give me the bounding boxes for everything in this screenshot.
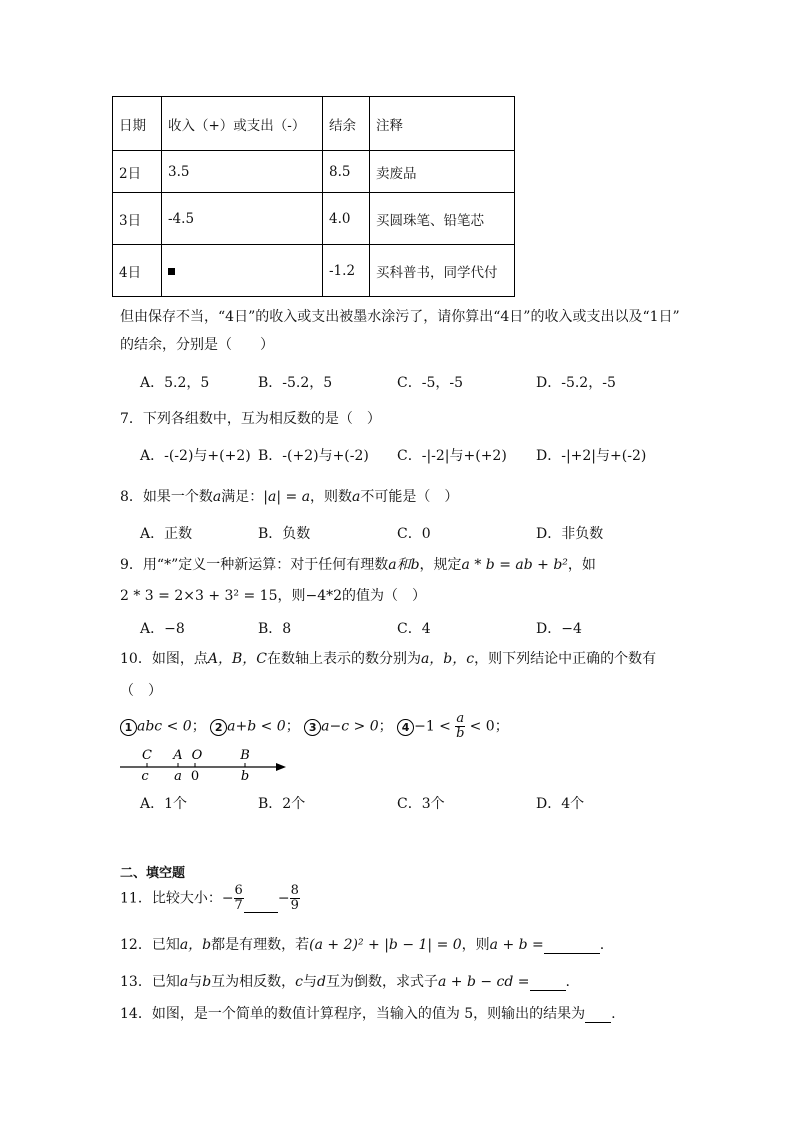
q10-option-b: B．2个 — [258, 796, 306, 812]
q14-end: . — [611, 1006, 616, 1022]
q10-stmt-2: a+b < 0 — [227, 718, 286, 735]
cell: 8.5 — [323, 151, 370, 193]
fraction-8-9 — [290, 884, 300, 913]
arrow-icon — [276, 763, 286, 771]
q10-line1 — [120, 648, 656, 668]
header-amount: 收入（+）或支出（-） — [162, 97, 323, 151]
q10-values: a，b，c — [420, 651, 475, 667]
q6-line1: 但由保存不当，“4日”的收入或支出被墨水涂污了，请你算出“4日”的收入或支出以及“1日” — [120, 309, 680, 325]
q7-stem: 7．下列各组数中，互为相反数的是（ ） — [120, 411, 381, 427]
answer-blank[interactable] — [544, 941, 600, 954]
cell: 4.0 — [323, 193, 370, 245]
frac-num: a — [456, 711, 465, 726]
label-0: 0 — [190, 769, 200, 784]
header-date: 日期 — [113, 97, 162, 151]
label-a: a — [174, 769, 182, 784]
q8-abs-expr: |a| = a — [263, 489, 311, 505]
q12-vars: a，b — [179, 937, 212, 953]
header-balance: 结余 — [323, 97, 370, 151]
q12-end: . — [599, 937, 605, 953]
q8-var2: a — [352, 489, 361, 505]
q10-points: A，B，C — [207, 651, 267, 667]
q9-option-d: D．−4 — [536, 621, 582, 637]
q10-line2: （ ） — [120, 683, 162, 699]
cell: -1.2 — [323, 245, 370, 297]
q12-expr: (a + 2)² + |b − 1| = 0 — [309, 937, 462, 953]
q13-pre: 13．已知 — [120, 974, 180, 990]
answer-blank[interactable] — [530, 978, 566, 991]
q9-text-c: ，规定 — [419, 557, 462, 573]
q9-text-a: 9．用“*”定义一种新运算：对于任何有理数 — [120, 557, 389, 573]
ink-blot-icon — [168, 268, 175, 275]
q12-pre: 12．已知 — [120, 937, 180, 953]
frac-den: b — [456, 726, 465, 741]
q6-option-d: D．-5.2，-5 — [536, 375, 616, 391]
q12-post: ，则 — [461, 937, 490, 953]
q14 — [120, 1003, 616, 1023]
q8-option-a: A．正数 — [140, 526, 193, 542]
q10-stmt-4-tail: < 0 — [469, 718, 495, 735]
ledger-table — [112, 96, 515, 297]
cell: 3日 — [113, 193, 162, 245]
q12-mid: 都是有理数，若 — [211, 937, 310, 953]
q11 — [120, 884, 300, 913]
q13-t2: 互为相反数， — [211, 974, 296, 990]
q13-t4: 互为倒数，求式子 — [325, 974, 438, 990]
q10-statements: 1 abc < 0； 2 a+b < 0； 3 a−c > 0； 4 −1 < $\frac{a}{b}$ < 0； — [120, 712, 509, 741]
table-header-row — [113, 97, 515, 151]
frac-num: 8 — [290, 883, 299, 898]
table-row — [113, 245, 515, 297]
q12-ask: a + b = — [489, 937, 544, 953]
q10-stmt-3: a−c > 0 — [321, 718, 379, 735]
fraction-a-over-b — [455, 712, 465, 741]
q9-example: 2 * 3 = 2×3 + 3² = 15 — [120, 588, 278, 604]
q8-stem — [120, 486, 458, 506]
label-A: A — [173, 748, 183, 763]
q10-text-c: ，则下列结论中正确的个数有 — [474, 651, 657, 667]
q13-a: a — [179, 974, 189, 990]
q7-option-b: B．-(+2)与+(-2) — [258, 448, 369, 464]
q6-option-a: A．5.2，5 — [140, 375, 210, 391]
q6-option-c: C．-5，-5 — [397, 375, 463, 391]
cell: 4日 — [113, 245, 162, 297]
q8-option-c: C．0 — [397, 526, 431, 542]
q6-line2: 的结余，分别是（ ） — [120, 337, 274, 353]
q9-option-c: C．4 — [397, 621, 431, 637]
circled-2-icon: 2 — [210, 719, 227, 736]
cell: -4.5 — [162, 193, 323, 245]
q7-option-d: D．-|+2|与+(-2) — [536, 448, 647, 464]
q12 — [120, 934, 604, 954]
q14-text: 14．如图，是一个简单的数值计算程序，当输入的值为 5，则输出的结果为 — [120, 1006, 586, 1022]
frac-den: 7 — [234, 898, 243, 913]
q9-option-b: B．8 — [258, 621, 292, 637]
q13-d: d — [317, 974, 326, 990]
cell: 2日 — [113, 151, 162, 193]
q9-line1 — [120, 554, 596, 574]
ink-blot-cell — [162, 245, 323, 297]
q8-post2: 不可能是（ ） — [360, 489, 459, 505]
label-c: c — [141, 769, 149, 784]
q6-option-b: B．-5.2，5 — [258, 375, 333, 391]
q11-pre: 11．比较大小：− — [120, 890, 234, 907]
q10-text-a: 10．如图，点 — [120, 651, 208, 667]
answer-blank[interactable] — [585, 1010, 611, 1023]
q10-stmt-1: abc < 0 — [137, 718, 192, 735]
q13-t1: 与 — [188, 974, 203, 990]
label-C: C — [142, 748, 152, 763]
q13-end: . — [565, 974, 570, 990]
q9-ask: ，则−4*2的值为（ ） — [277, 588, 427, 604]
q13-b: b — [202, 974, 212, 990]
q10-option-d: D．4个 — [536, 796, 585, 812]
q8-option-d: D．非负数 — [536, 526, 604, 542]
q13-expr: a + b − cd = — [437, 974, 530, 990]
label-O: O — [191, 748, 203, 763]
label-b: b — [240, 769, 250, 784]
q9-option-a: A．−8 — [140, 621, 185, 637]
cell: 3.5 — [162, 151, 323, 193]
q7-option-c: C．-|-2|与+(+2) — [397, 448, 507, 464]
q8-pre: 8．如果一个数 — [120, 489, 213, 505]
q11-minus: − — [277, 890, 290, 907]
circled-1-icon: 1 — [120, 719, 137, 736]
answer-blank[interactable] — [244, 900, 278, 913]
q10-option-c: C．3个 — [397, 796, 445, 812]
label-B: B — [240, 748, 250, 763]
cell: 买圆珠笔、铅笔芯 — [370, 193, 515, 245]
q9-line2 — [120, 585, 426, 605]
q7-option-a: A．-(-2)与+(+2) — [140, 448, 251, 464]
q8-mid: 满足： — [221, 489, 264, 505]
header-note: 注释 — [370, 97, 515, 151]
table-row — [113, 193, 515, 245]
q10-stmt-4: −1 < — [414, 718, 451, 735]
q13 — [120, 971, 570, 991]
q13-c: c — [295, 974, 303, 990]
circled-4-icon: 4 — [397, 719, 414, 736]
table-row — [113, 151, 515, 193]
cell: 买科普书，同学代付 — [370, 245, 515, 297]
circled-3-icon: 3 — [304, 719, 321, 736]
q9-text-d: ，如 — [567, 557, 596, 573]
fraction-6-7 — [234, 884, 244, 913]
q8-post: ，则数 — [310, 489, 353, 505]
section-heading: 二、填空题 — [120, 866, 186, 881]
q10-text-b: 在数轴上表示的数分别为 — [266, 651, 421, 667]
number-line — [118, 742, 290, 784]
cell: 卖废品 — [370, 151, 515, 193]
q13-t3: 与 — [303, 974, 317, 990]
frac-num: 6 — [234, 883, 243, 898]
q10-option-a: A．1个 — [140, 796, 188, 812]
q9-formula: a * b = ab + b² — [461, 557, 568, 573]
q8-var: a — [212, 489, 222, 505]
frac-den: 9 — [290, 898, 299, 913]
q8-option-b: B．负数 — [258, 526, 311, 542]
q9-vars: a和b — [388, 557, 420, 573]
